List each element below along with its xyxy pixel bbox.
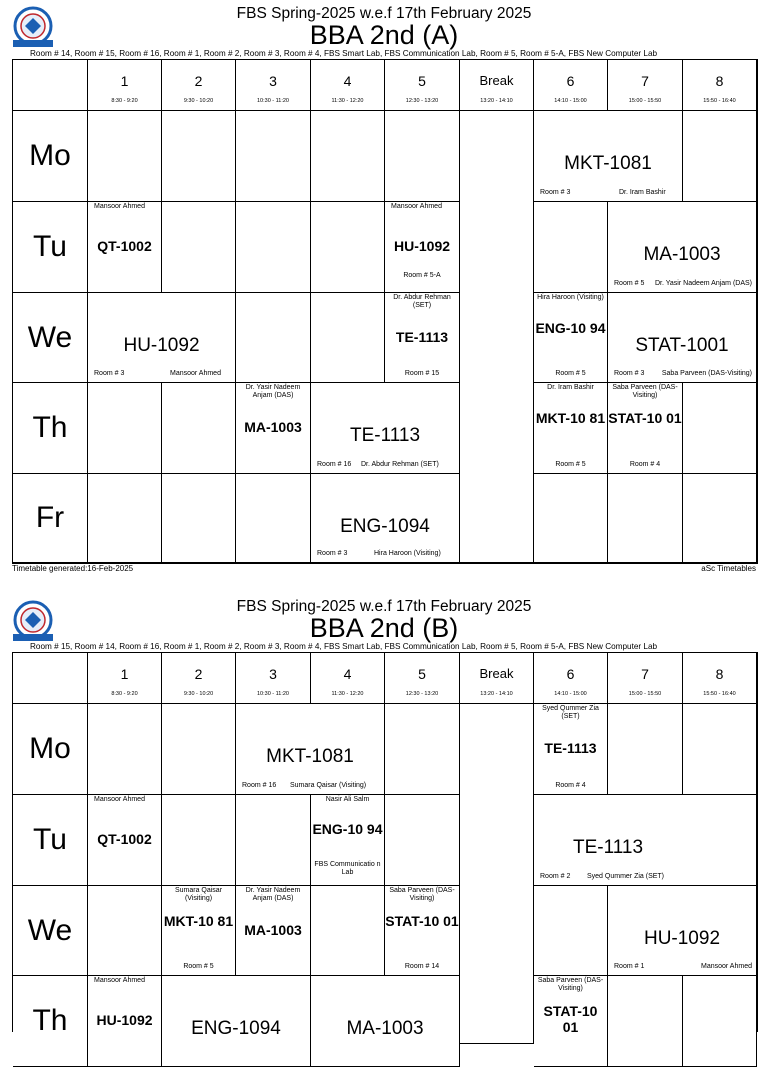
empty-slot <box>534 474 608 563</box>
period-header: 3 10:30 - 11:20 <box>236 653 311 704</box>
rooms-list: Room # 14, Room # 15, Room # 16, Room # 1, Room # 2, Room # 3, Room # 4, FBS Smart Lab, FBS Communication Lab, Room # 5, Room # 5-A, FBS New Computer Lab <box>30 49 658 58</box>
empty-slot <box>162 474 236 563</box>
empty-slot <box>236 795 311 886</box>
empty-slot <box>311 202 385 293</box>
timetable-b <box>0 594 768 1039</box>
course-code: ENG-10 94 <box>535 320 606 336</box>
teacher-label: Hira Haroon (Visiting) <box>537 294 604 301</box>
day-label: Mo <box>13 111 88 202</box>
lesson-cell[interactable] <box>608 202 757 293</box>
course-code: TE-1113 <box>349 425 421 446</box>
teacher-label: Nasir Ali Salm <box>325 796 370 803</box>
break-column <box>460 111 534 563</box>
teacher-label: Dr. Abdur Rehman (SET) <box>361 461 439 468</box>
lesson-cell[interactable] <box>88 202 162 293</box>
teacher-label: Saba Parveen (DAS-Visiting) <box>612 384 678 399</box>
timetable-title: FBS Spring-2025 w.e.f 17th February 2025 <box>236 5 532 22</box>
course-code: HU-1092 <box>96 1012 153 1028</box>
empty-slot <box>88 474 162 563</box>
lesson-cell[interactable] <box>534 111 683 202</box>
lesson-cell[interactable] <box>385 886 460 976</box>
empty-slot <box>683 383 757 474</box>
room-label: Room # 5 <box>183 963 214 970</box>
empty-slot <box>683 474 757 563</box>
teacher-label: Saba Parveen (DAS-Visiting) <box>389 887 455 902</box>
period-header: 2 9:30 - 10:20 <box>162 60 236 111</box>
course-code: STAT-10 01 <box>385 913 459 929</box>
rooms-list: Room # 15, Room # 14, Room # 16, Room # 1, Room # 2, Room # 3, Room # 4, FBS Smart Lab, FBS Communication Lab, Room # 5, Room # 5-A, FBS New Computer Lab <box>30 642 658 651</box>
room-label: Room # 5 <box>555 461 586 468</box>
empty-slot <box>88 383 162 474</box>
teacher-label: Hira Haroon (Visiting) <box>374 550 441 557</box>
course-code: TE-1113 <box>395 329 449 345</box>
day-label: Th <box>13 976 88 1067</box>
room-label: Room # 4 <box>629 461 661 468</box>
lesson-cell[interactable] <box>162 886 236 976</box>
teacher-label: Mansoor Ahmed <box>94 796 145 803</box>
lesson-cell[interactable] <box>385 202 460 293</box>
teacher-label: Syed Qummer Zia (SET) <box>542 705 599 720</box>
break-header: Break 13:20 - 14:10 <box>460 653 534 704</box>
empty-slot <box>311 293 385 383</box>
period-header: 1 8:30 - 9:20 <box>88 653 162 704</box>
room-label: Room # 16 <box>242 782 277 789</box>
room-label: Room # 3 <box>614 370 645 377</box>
lesson-cell[interactable] <box>311 474 460 563</box>
course-code: MA-1003 <box>244 922 302 938</box>
room-label: Room # 5 <box>614 280 645 287</box>
course-code: QT-1002 <box>97 831 152 847</box>
empty-slot <box>88 111 162 202</box>
period-header: 6 14:10 - 15:00 <box>534 60 608 111</box>
room-label: Room # 3 <box>540 189 571 196</box>
room-label: Room # 16 <box>317 461 352 468</box>
break-column <box>460 704 534 1044</box>
course-code: MKT-10 81 <box>535 410 606 426</box>
course-code: MKT-1081 <box>564 153 652 174</box>
day-label: Mo <box>13 704 88 795</box>
lesson-cell[interactable] <box>608 886 757 976</box>
day-label: Fr <box>13 474 88 563</box>
lesson-cell[interactable] <box>311 383 460 474</box>
teacher-label: Mansoor Ahmed <box>701 963 752 970</box>
class-name: BBA 2nd (A) <box>309 20 459 50</box>
period-header: 7 15:00 - 15:50 <box>608 60 683 111</box>
room-label: Room # 5 <box>555 370 586 377</box>
lesson-cell[interactable] <box>88 795 162 886</box>
course-code: ENG-10 94 <box>312 821 383 837</box>
teacher-label: Dr. Yasir Nadeem Anjam (DAS) <box>245 887 301 902</box>
empty-slot <box>162 111 236 202</box>
day-label: We <box>13 293 88 383</box>
lesson-cell[interactable] <box>534 293 608 383</box>
lesson-cell[interactable] <box>534 795 757 886</box>
empty-slot <box>385 704 460 795</box>
course-code: STAT-10 01 <box>543 1003 598 1035</box>
period-header: 8 15:50 - 16:40 <box>683 653 757 704</box>
room-label: FBS Communicatio n Lab <box>314 861 381 876</box>
empty-slot <box>683 111 757 202</box>
empty-slot <box>608 474 683 563</box>
empty-slot <box>236 474 311 563</box>
course-code: QT-1002 <box>97 238 152 254</box>
teacher-label: Mansoor Ahmed <box>94 977 145 984</box>
class-name: BBA 2nd (B) <box>309 613 459 643</box>
lesson-cell[interactable] <box>385 293 460 383</box>
course-code: TE-1113 <box>572 837 644 858</box>
teacher-label: Sumara Qaisar (Visiting) <box>290 782 367 789</box>
lesson-cell[interactable] <box>236 704 385 795</box>
room-label: Room # 2 <box>540 873 571 880</box>
lesson-cell[interactable] <box>608 383 683 474</box>
timetable-grid <box>12 652 758 1039</box>
empty-slot <box>88 704 162 795</box>
room-label: Room # 14 <box>404 963 440 970</box>
empty-slot <box>162 383 236 474</box>
corner-cell <box>13 653 88 704</box>
empty-slot <box>534 886 608 976</box>
period-header: 2 9:30 - 10:20 <box>162 653 236 704</box>
empty-slot <box>534 202 608 293</box>
empty-slot <box>162 704 236 795</box>
teacher-label: Dr. Yasir Nadeem Anjam (DAS) <box>655 280 752 287</box>
empty-slot <box>385 795 460 886</box>
timetable-title: FBS Spring-2025 w.e.f 17th February 2025 <box>236 598 532 615</box>
empty-slot <box>162 202 236 293</box>
lesson-cell[interactable] <box>88 293 236 383</box>
lesson-cell[interactable] <box>236 383 311 474</box>
empty-slot <box>162 795 236 886</box>
course-code: STAT-1001 <box>635 335 729 356</box>
empty-slot <box>608 976 683 1067</box>
empty-slot <box>385 111 460 202</box>
empty-slot <box>683 976 757 1067</box>
period-header: 6 14:10 - 15:00 <box>534 653 608 704</box>
course-code: STAT-10 01 <box>608 410 682 426</box>
course-code: MA-1003 <box>244 419 302 435</box>
empty-slot <box>236 111 311 202</box>
lesson-cell[interactable] <box>608 293 757 383</box>
course-code: HU-1092 <box>393 238 451 254</box>
course-code: ENG-1094 <box>340 516 430 537</box>
period-header: 4 11:30 - 12:20 <box>311 60 385 111</box>
period-header: 4 11:30 - 12:20 <box>311 653 385 704</box>
brand-label: aSc Timetables <box>701 564 756 573</box>
period-header: 8 15:50 - 16:40 <box>683 60 757 111</box>
course-code: ENG-1094 <box>191 1018 281 1039</box>
lesson-cell[interactable] <box>162 976 311 1067</box>
room-label: Room # 1 <box>614 963 645 970</box>
day-label: We <box>13 886 88 976</box>
room-label: Room # 4 <box>555 782 586 789</box>
teacher-label: Mansoor Ahmed <box>391 203 442 210</box>
lesson-cell[interactable] <box>311 795 385 886</box>
empty-slot <box>683 704 757 795</box>
lesson-cell[interactable] <box>88 976 162 1067</box>
empty-slot <box>236 202 311 293</box>
lesson-cell[interactable] <box>534 704 608 795</box>
corner-cell <box>13 60 88 111</box>
empty-slot <box>608 704 683 795</box>
day-label: Tu <box>13 202 88 293</box>
teacher-label: Mansoor Ahmed <box>170 370 221 377</box>
lesson-cell[interactable] <box>311 976 460 1067</box>
course-code: HU-1092 <box>123 335 200 356</box>
room-label: Room # 3 <box>94 370 125 377</box>
teacher-label: Sumara Qaisar (Visiting) <box>174 887 223 902</box>
course-code: MKT-10 81 <box>163 913 234 929</box>
teacher-label: Mansoor Ahmed <box>94 203 145 210</box>
empty-slot <box>88 886 162 976</box>
lesson-cell[interactable] <box>236 886 311 976</box>
course-code: HU-1092 <box>643 928 721 949</box>
course-code: MA-1003 <box>346 1018 424 1039</box>
course-code: MA-1003 <box>643 244 721 265</box>
period-header: 5 12:30 - 13:20 <box>385 60 460 111</box>
period-header: 3 10:30 - 11:20 <box>236 60 311 111</box>
generated-date: Timetable generated:16-Feb-2025 <box>12 564 134 573</box>
break-header: Break 13:20 - 14:10 <box>460 60 534 111</box>
empty-slot <box>236 293 311 383</box>
lesson-cell[interactable] <box>534 976 608 1067</box>
empty-slot <box>311 111 385 202</box>
course-code: TE-1113 <box>544 740 597 756</box>
teacher-label: Syed Qummer Zia (SET) <box>587 873 665 880</box>
teacher-label: Dr. Abdur Rehman (SET) <box>393 294 451 309</box>
period-header: 1 8:30 - 9:20 <box>88 60 162 111</box>
period-header: 7 15:00 - 15:50 <box>608 653 683 704</box>
room-label: Room # 3 <box>317 550 348 557</box>
teacher-label: Dr. Yasir Nadeem Anjam (DAS) <box>245 384 301 399</box>
timetable-grid <box>12 59 758 564</box>
empty-slot <box>311 886 385 976</box>
day-label: Tu <box>13 795 88 886</box>
room-label: Room # 5-A <box>403 272 441 279</box>
teacher-label: Dr. Iram Bashir <box>619 189 666 196</box>
teacher-label: Saba Parveen (DAS-Visiting) <box>537 977 604 992</box>
period-header: 5 12:30 - 13:20 <box>385 653 460 704</box>
teacher-label: Saba Parveen (DAS-Visiting) <box>661 370 752 377</box>
course-code: MKT-1081 <box>266 746 354 767</box>
lesson-cell[interactable] <box>534 383 608 474</box>
teacher-label: Dr. Iram Bashir <box>547 384 594 391</box>
room-label: Room # 15 <box>404 370 440 377</box>
day-label: Th <box>13 383 88 474</box>
